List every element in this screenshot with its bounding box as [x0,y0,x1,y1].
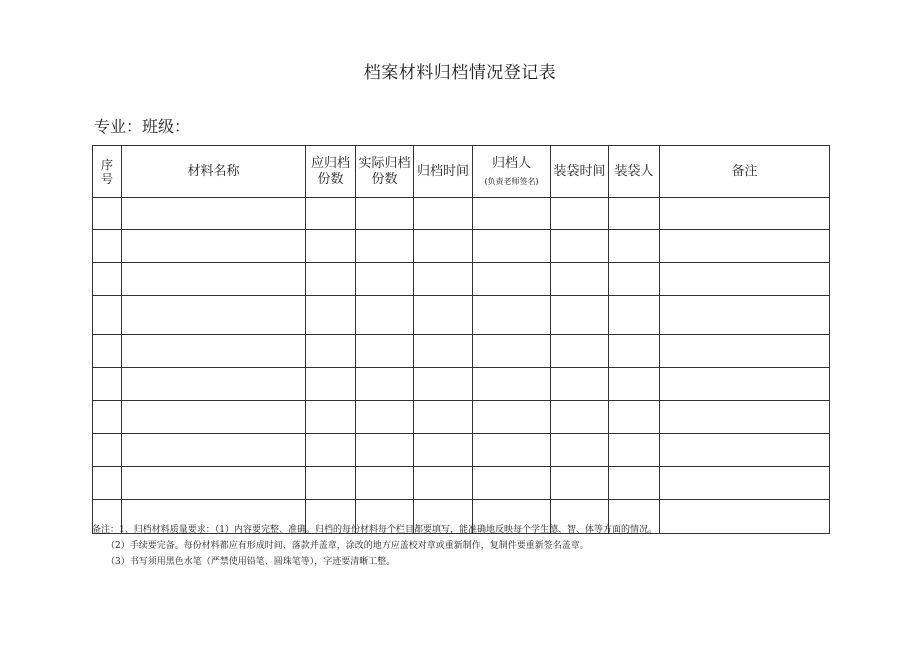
cell-archive-time[interactable] [414,467,473,500]
note-line-2: （2）手续要完备。每份材料都应有形成时间、落款并盖章，涂改的地方应盖校对章或重新制作，复制件要重新签名盖章。 [106,541,589,551]
table-row [93,263,830,296]
cell-bagger[interactable] [609,434,660,467]
cell-archiver[interactable] [473,467,551,500]
cell-actual-count[interactable] [356,368,414,401]
cell-should-count[interactable] [306,198,356,230]
cell-bagger[interactable] [609,401,660,434]
cell-archive-time[interactable] [414,335,473,368]
cell-remarks[interactable] [660,434,830,467]
notes-section [92,522,832,570]
cell-actual-count[interactable] [356,230,414,263]
cell-actual-count[interactable] [356,198,414,230]
header-bag-time: 装袋时间 [551,146,609,198]
cell-should-count[interactable] [306,368,356,401]
cell-remarks[interactable] [660,296,830,335]
cell-bagger[interactable] [609,296,660,335]
table-row [93,198,830,230]
cell-archive-time[interactable] [414,401,473,434]
header-should-archive-count: 应归档份数 [306,146,356,198]
cell-material-name[interactable] [122,401,306,434]
cell-seq[interactable] [93,467,122,500]
header-archive-time: 归档时间 [414,146,473,198]
cell-archiver[interactable] [473,434,551,467]
cell-seq[interactable] [93,434,122,467]
header-actual-archive-count: 实际归档份数 [356,146,414,198]
cell-actual-count[interactable] [356,401,414,434]
cell-archive-time[interactable] [414,230,473,263]
cell-seq[interactable] [93,335,122,368]
cell-should-count[interactable] [306,467,356,500]
cell-bag-time[interactable] [551,368,609,401]
header-seq: 序号 [93,146,122,198]
cell-bagger[interactable] [609,198,660,230]
table-body [93,198,830,534]
cell-archive-time[interactable] [414,198,473,230]
table-row [93,230,830,263]
table-row [93,434,830,467]
cell-bag-time[interactable] [551,263,609,296]
header-material-name: 材料名称 [122,146,306,198]
cell-archiver[interactable] [473,368,551,401]
table-header-row [93,146,830,198]
cell-archiver[interactable] [473,296,551,335]
cell-remarks[interactable] [660,467,830,500]
cell-material-name[interactable] [122,368,306,401]
cell-material-name[interactable] [122,335,306,368]
major-class-label: 专业：班级： [94,117,191,136]
cell-actual-count[interactable] [356,467,414,500]
cell-material-name[interactable] [122,296,306,335]
cell-actual-count[interactable] [356,434,414,467]
cell-bagger[interactable] [609,230,660,263]
cell-material-name[interactable] [122,434,306,467]
cell-bag-time[interactable] [551,198,609,230]
table-row [93,467,830,500]
cell-should-count[interactable] [306,434,356,467]
header-bagger: 装袋人 [609,146,660,198]
cell-archiver[interactable] [473,263,551,296]
cell-should-count[interactable] [306,335,356,368]
cell-seq[interactable] [93,368,122,401]
cell-seq[interactable] [93,401,122,434]
cell-material-name[interactable] [122,263,306,296]
header-archiver [473,146,551,198]
cell-seq[interactable] [93,296,122,335]
cell-bag-time[interactable] [551,296,609,335]
cell-archive-time[interactable] [414,263,473,296]
table-row [93,368,830,401]
cell-remarks[interactable] [660,401,830,434]
cell-remarks[interactable] [660,198,830,230]
table-row [93,296,830,335]
cell-bag-time[interactable] [551,401,609,434]
cell-archiver[interactable] [473,401,551,434]
registration-table [92,145,830,534]
cell-remarks[interactable] [660,368,830,401]
cell-seq[interactable] [93,263,122,296]
header-remarks: 备注 [660,146,830,198]
cell-seq[interactable] [93,230,122,263]
cell-remarks[interactable] [660,335,830,368]
cell-remarks[interactable] [660,263,830,296]
cell-archive-time[interactable] [414,368,473,401]
cell-seq[interactable] [93,198,122,230]
note-line-3: （3）书写须用黑色水笔（严禁使用铅笔、圆珠笔等），字迹要清晰工整。 [106,557,396,567]
cell-bag-time[interactable] [551,434,609,467]
cell-should-count[interactable] [306,401,356,434]
cell-bag-time[interactable] [551,335,609,368]
cell-actual-count[interactable] [356,296,414,335]
cell-bagger[interactable] [609,467,660,500]
cell-material-name[interactable] [122,230,306,263]
page-title: 档案材料归档情况登记表 [363,63,557,83]
note-line-1: 备注：1、归档材料质量要求：（1）内容要完整、准确。归档的每份材料每个栏目都要填写，能准确地反映每个学生德、智、体等方面的情况。 [92,525,657,535]
cell-actual-count[interactable] [356,263,414,296]
table-row [93,401,830,434]
cell-material-name[interactable] [122,467,306,500]
cell-actual-count[interactable] [356,335,414,368]
cell-bagger[interactable] [609,263,660,296]
cell-should-count[interactable] [306,296,356,335]
archiver-signature-note: (负责老师签名) [484,176,539,186]
cell-bagger[interactable] [609,368,660,401]
cell-should-count[interactable] [306,230,356,263]
cell-should-count[interactable] [306,263,356,296]
cell-archiver[interactable] [473,230,551,263]
cell-remarks[interactable] [660,230,830,263]
cell-archive-time[interactable] [414,434,473,467]
cell-bag-time[interactable] [551,230,609,263]
cell-bagger[interactable] [609,335,660,368]
cell-archiver[interactable] [473,335,551,368]
archiver-label: 归档人 [491,155,531,171]
cell-bag-time[interactable] [551,467,609,500]
table-row [93,335,830,368]
cell-material-name[interactable] [122,198,306,230]
cell-archive-time[interactable] [414,296,473,335]
cell-archiver[interactable] [473,198,551,230]
